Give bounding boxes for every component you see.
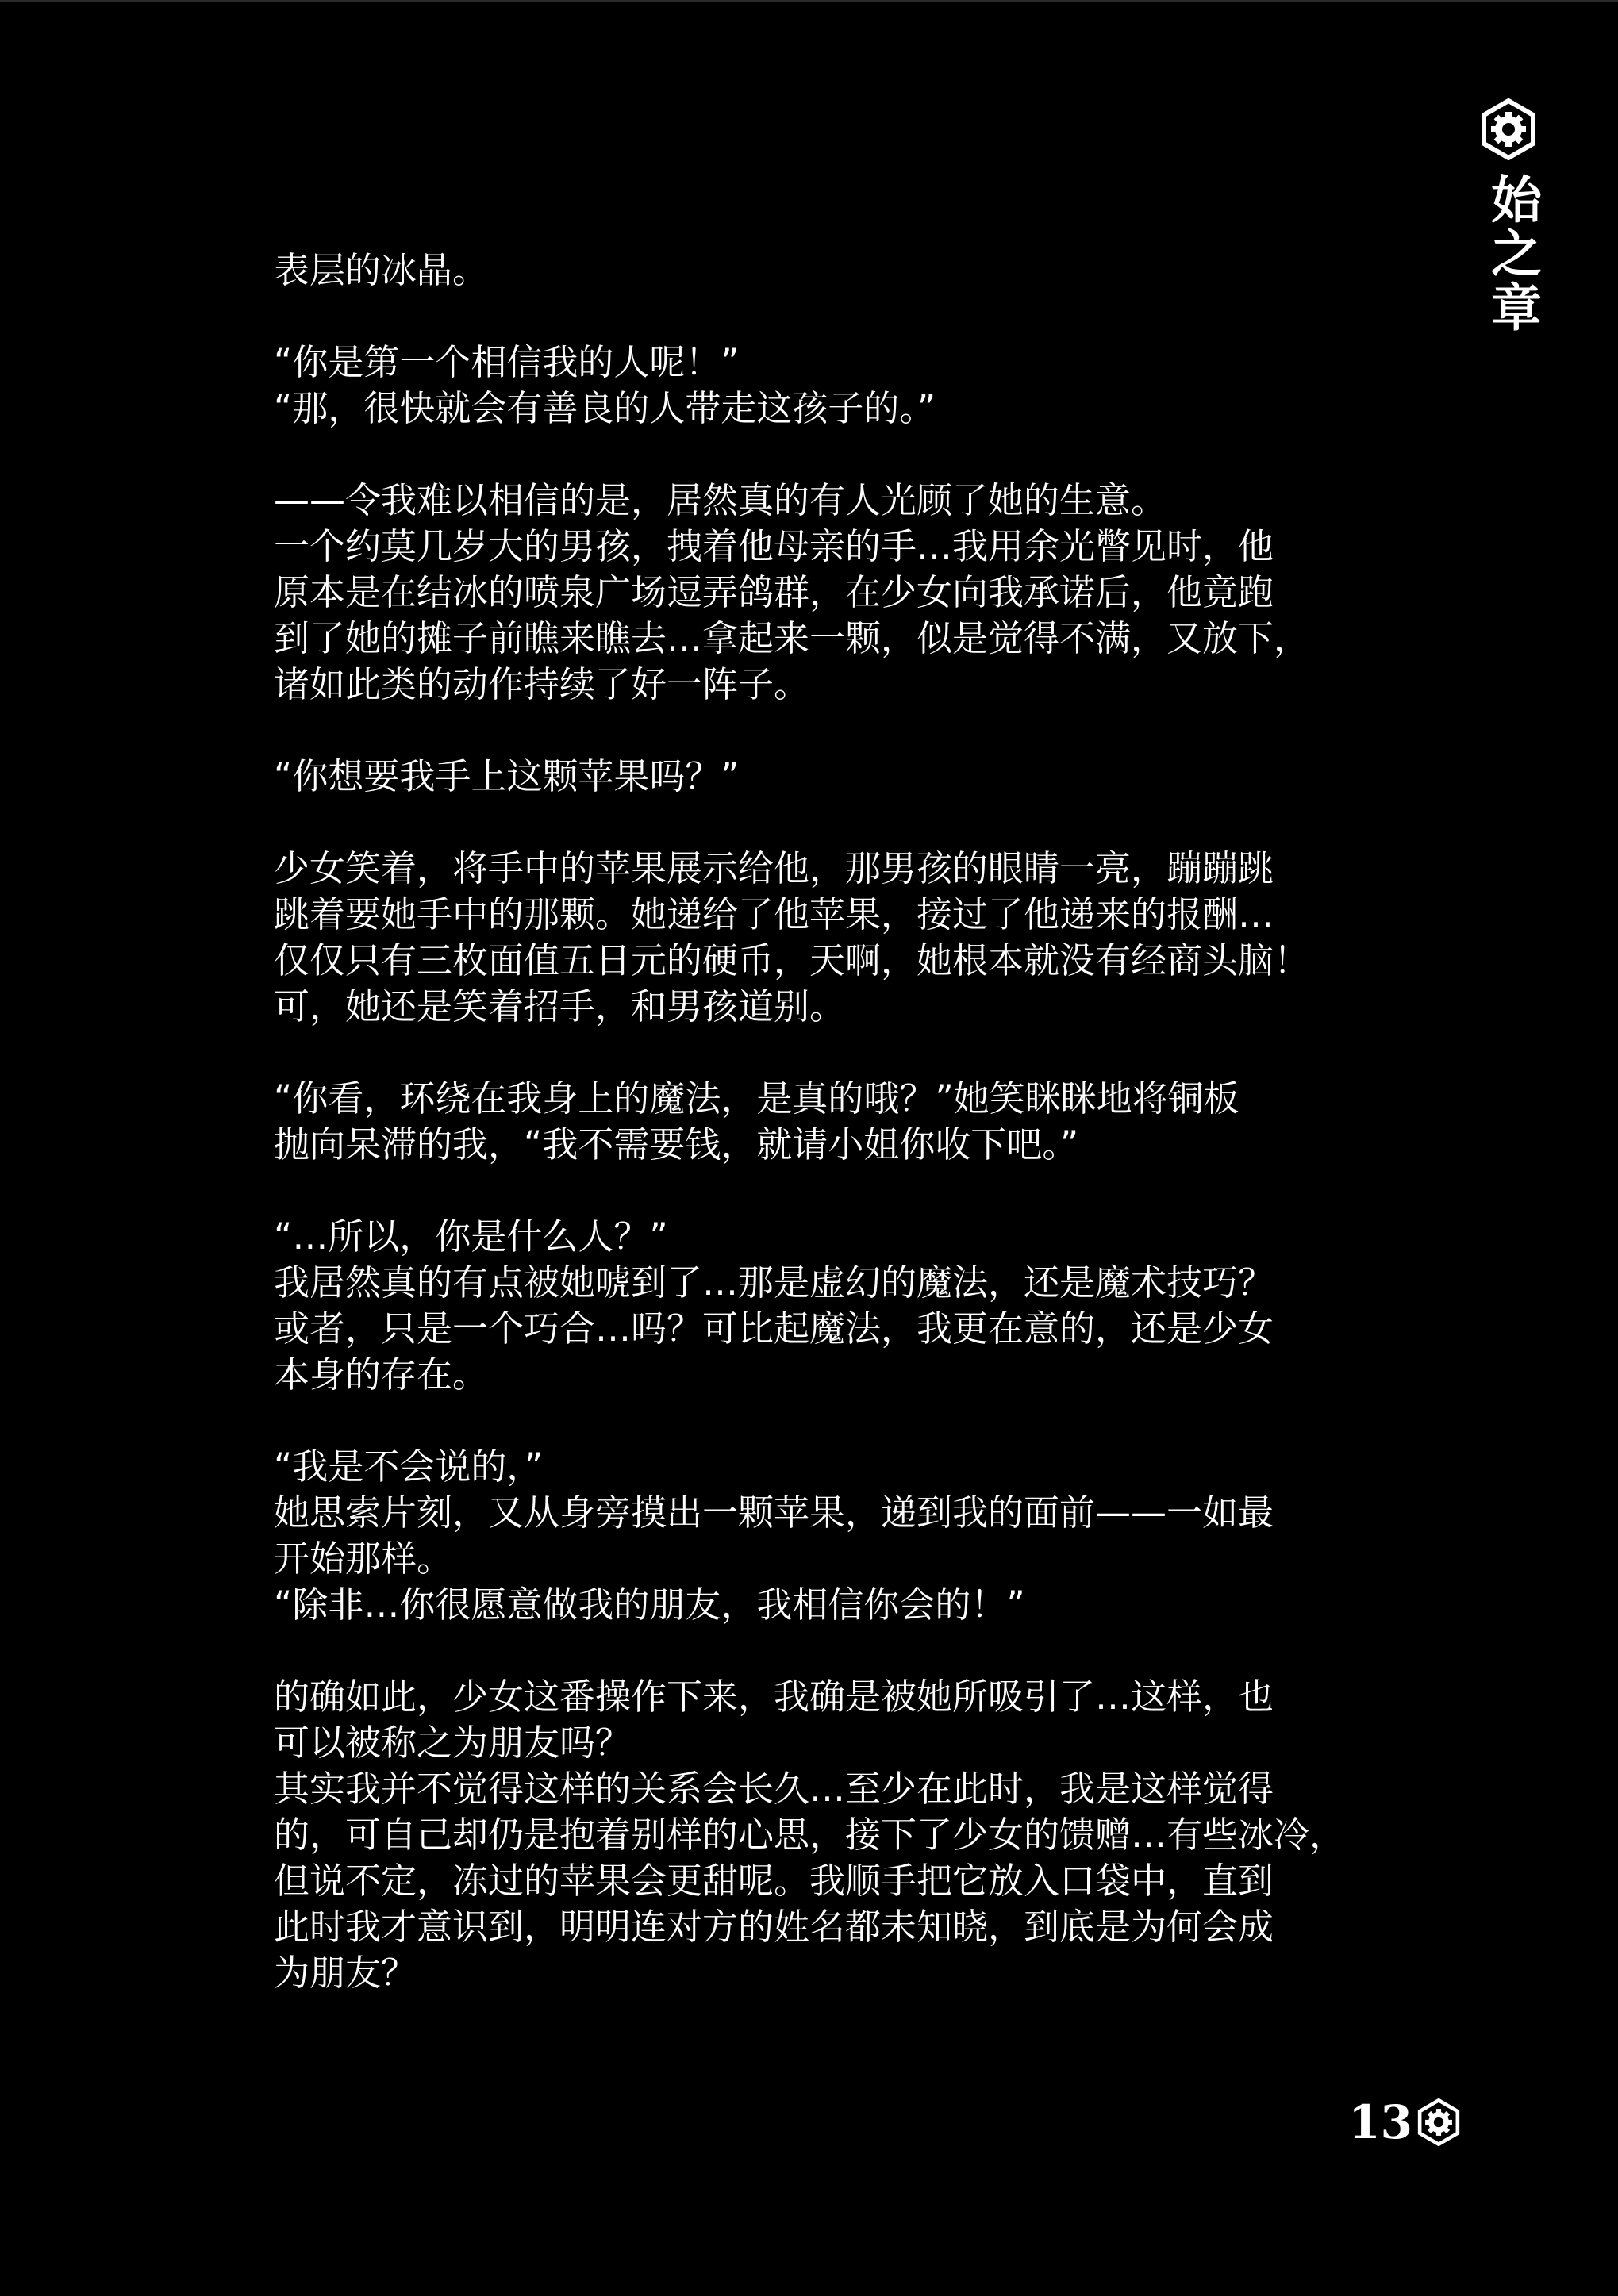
text-line: 开始那样。 xyxy=(274,1538,453,1580)
text-line: 可，她还是笑着招手，和男孩道别。 xyxy=(274,985,846,1027)
text-line: 我居然真的有点被她唬到了…那是虚幻的魔法，还是魔术技巧？ xyxy=(274,1261,1274,1303)
text-line: 为朋友？ xyxy=(274,1952,417,1994)
text-line: 可以被称之为朋友吗？ xyxy=(274,1722,632,1764)
text-line: 但说不定，冻过的苹果会更甜呢。我顺手把它放入口袋中，直到 xyxy=(274,1860,1274,1902)
paragraph-gap xyxy=(274,1030,1401,1076)
paragraph-gap xyxy=(274,708,1401,754)
text-line: 少女笑着，将手中的苹果展示给他，那男孩的眼睛一亮，蹦蹦跳 xyxy=(274,847,1274,889)
text-line: 其实我并不觉得这样的关系会长久…至少在此时，我是这样觉得 xyxy=(274,1768,1274,1810)
text-line: “那，很快就会有善良的人带走这孩子的。” xyxy=(274,387,936,429)
paragraph-gap xyxy=(274,1398,1401,1444)
chapter-title: 始之章 xyxy=(1482,173,1542,335)
text-line: “你是第一个相信我的人呢！” xyxy=(274,341,740,383)
text-line: 诸如此类的动作持续了好一阵子。 xyxy=(274,663,810,705)
text-line: 的，可自己却仍是抱着别样的心思，接下了少女的馈赠…有些冰冷， xyxy=(274,1814,1346,1856)
text-line: 或者，只是一个巧合…吗？可比起魔法，我更在意的，还是少女 xyxy=(274,1307,1274,1350)
text-line: 跳着要她手中的那颗。她递给了他苹果，接过了他递来的报酬… xyxy=(274,893,1274,935)
text-line: 到了她的摊子前瞧来瞧去…拿起来一颗，似是觉得不满，又放下， xyxy=(274,617,1310,659)
text-line: 她思索片刻，又从身旁摸出一颗苹果，递到我的面前——一如最 xyxy=(274,1492,1274,1534)
paragraph-gap xyxy=(274,800,1401,846)
hexagon-gear-icon xyxy=(1478,98,1539,160)
text-line: 仅仅只有三枚面值五日元的硬币，天啊，她根本就没有经商头脑！ xyxy=(274,939,1310,981)
page-number: 13 xyxy=(1348,2095,1412,2149)
text-line: 一个约莫几岁大的男孩，拽着他母亲的手…我用余光瞥见时，他 xyxy=(274,525,1274,567)
text-line: 抛向呆滞的我，“我不需要钱，就请小姐你收下吧。” xyxy=(274,1123,1079,1165)
text-line: 本身的存在。 xyxy=(274,1353,489,1396)
paragraph-gap xyxy=(274,1628,1401,1674)
paragraph-gap xyxy=(274,1168,1401,1214)
text-line: “你看，环绕在我身上的魔法，是真的哦？”她笑眯眯地将铜板 xyxy=(274,1077,1239,1119)
text-line: 原本是在结冰的喷泉广场逗弄鸽群，在少女向我承诺后，他竟跑 xyxy=(274,571,1274,613)
text-line: “你想要我手上这颗苹果吗？” xyxy=(274,755,740,797)
hexagon-gear-icon xyxy=(1415,2098,1462,2146)
text-line: 此时我才意识到，明明连对方的姓名都未知晓，到底是为何会成 xyxy=(274,1906,1274,1948)
top-border-line xyxy=(0,0,1618,2)
text-line: “我是不会说的，” xyxy=(274,1446,544,1488)
text-line: “除非…你很愿意做我的朋友，我相信你会的！” xyxy=(274,1584,1025,1626)
body-text xyxy=(274,248,1401,1996)
paragraph-gap xyxy=(274,432,1401,478)
text-line: ——令我难以相信的是，居然真的有人光顾了她的生意。 xyxy=(274,479,1167,521)
text-line: 表层的冰晶。 xyxy=(274,249,489,291)
text-line: “…所以，你是什么人？” xyxy=(274,1215,668,1257)
text-line: 的确如此，少女这番操作下来，我确是被她所吸引了…这样，也 xyxy=(274,1676,1274,1718)
paragraph-gap xyxy=(274,294,1401,340)
